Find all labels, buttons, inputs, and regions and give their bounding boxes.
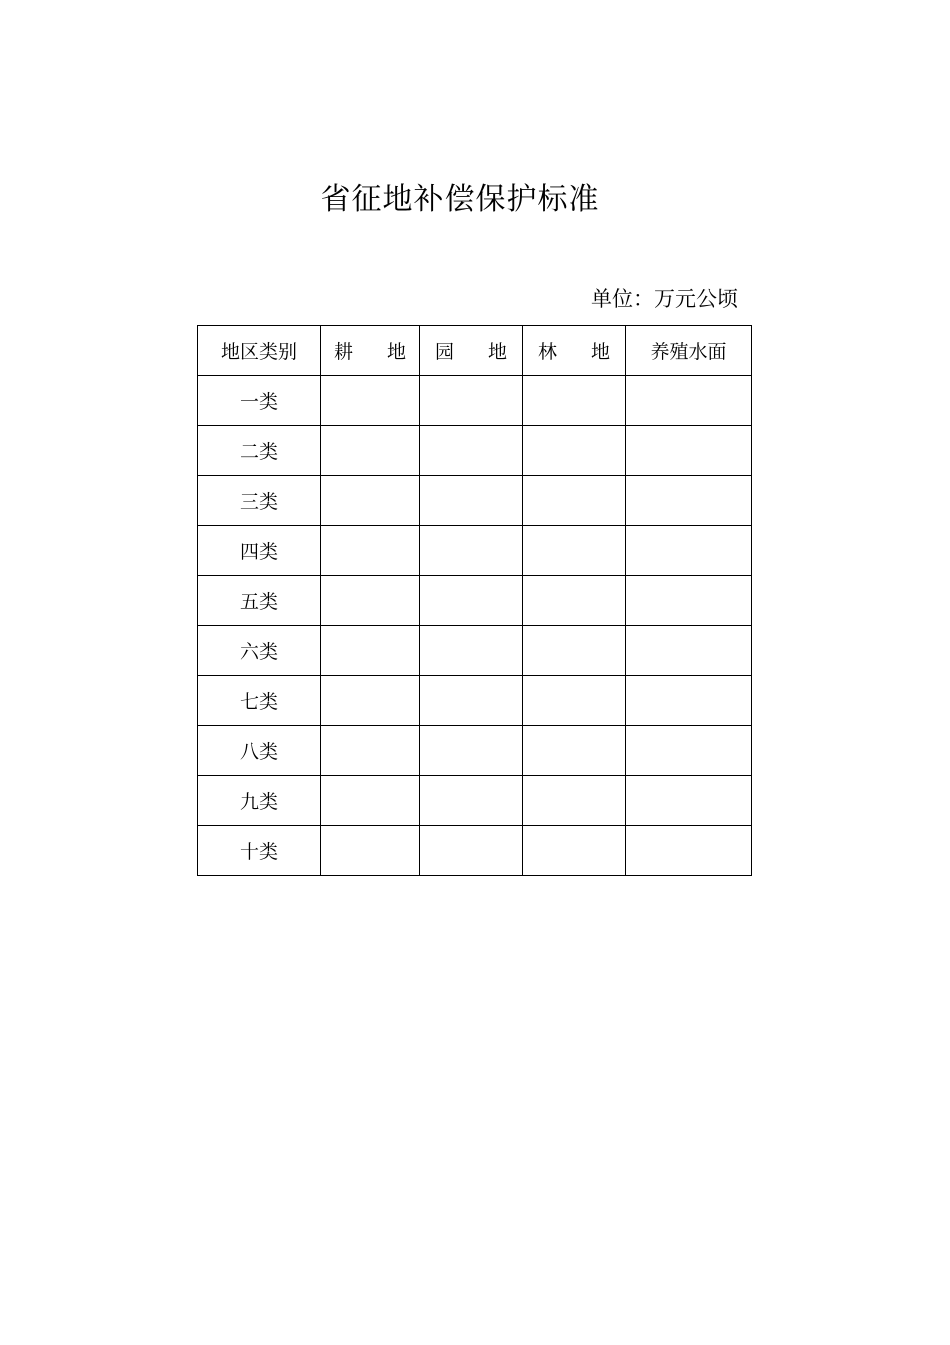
header-label-second: 地	[488, 341, 508, 363]
table-cell	[626, 426, 752, 476]
table-cell	[420, 576, 523, 626]
table-cell	[523, 626, 626, 676]
header-label-second: 地	[591, 341, 611, 363]
table-cell	[626, 726, 752, 776]
table-cell	[523, 476, 626, 526]
table-cell	[420, 776, 523, 826]
row-category: 八类	[198, 726, 321, 776]
header-label-first: 耕	[333, 341, 353, 363]
row-category: 六类	[198, 626, 321, 676]
row-category: 七类	[198, 676, 321, 726]
table-cell	[626, 576, 752, 626]
unit-label: 单位：万元公顷	[591, 287, 738, 311]
header-forest-land	[523, 326, 626, 376]
table-cell	[626, 626, 752, 676]
table-cell	[626, 476, 752, 526]
table-cell	[321, 676, 420, 726]
table-row	[198, 376, 752, 426]
table-cell	[321, 776, 420, 826]
table-cell	[626, 776, 752, 826]
table-cell	[420, 376, 523, 426]
table-cell	[420, 726, 523, 776]
row-category: 一类	[198, 376, 321, 426]
table-cell	[321, 526, 420, 576]
table-cell	[321, 826, 420, 876]
table-cell	[321, 726, 420, 776]
table-cell	[523, 376, 626, 426]
table-cell	[321, 576, 420, 626]
table-cell	[420, 626, 523, 676]
table-cell	[523, 426, 626, 476]
table-cell	[523, 526, 626, 576]
table-row	[198, 726, 752, 776]
row-category: 二类	[198, 426, 321, 476]
header-label-first: 园	[434, 341, 454, 363]
table-cell	[420, 476, 523, 526]
row-category: 三类	[198, 476, 321, 526]
document-title: 省征地补偿保护标准	[320, 182, 600, 217]
table-cell	[420, 676, 523, 726]
row-category: 五类	[198, 576, 321, 626]
header-cultivated-land	[321, 326, 420, 376]
header-garden-land	[420, 326, 523, 376]
table-cell	[523, 726, 626, 776]
compensation-table	[197, 325, 752, 876]
table-cell	[626, 826, 752, 876]
row-category: 九类	[198, 776, 321, 826]
table-cell	[626, 376, 752, 426]
table-cell	[321, 376, 420, 426]
table-cell	[321, 426, 420, 476]
table-row	[198, 626, 752, 676]
table-row	[198, 776, 752, 826]
table-cell	[321, 476, 420, 526]
header-label: 地区类别	[220, 341, 297, 363]
table-cell	[626, 676, 752, 726]
row-category: 四类	[198, 526, 321, 576]
table-row	[198, 576, 752, 626]
table-cell	[321, 626, 420, 676]
header-aquaculture-water	[626, 326, 752, 376]
table-row	[198, 426, 752, 476]
row-category: 十类	[198, 826, 321, 876]
header-label: 养殖水面	[650, 341, 727, 363]
table-cell	[523, 676, 626, 726]
table-header-row	[198, 326, 752, 376]
header-label-second: 地	[387, 341, 407, 363]
table-cell	[420, 426, 523, 476]
header-label-first: 林	[537, 341, 557, 363]
table-cell	[420, 526, 523, 576]
table-row	[198, 676, 752, 726]
table-cell	[523, 776, 626, 826]
header-region-category	[198, 326, 321, 376]
table-cell	[523, 576, 626, 626]
table-cell	[420, 826, 523, 876]
table-row	[198, 826, 752, 876]
table-row	[198, 526, 752, 576]
table-row	[198, 476, 752, 526]
table-cell	[626, 526, 752, 576]
table-cell	[523, 826, 626, 876]
